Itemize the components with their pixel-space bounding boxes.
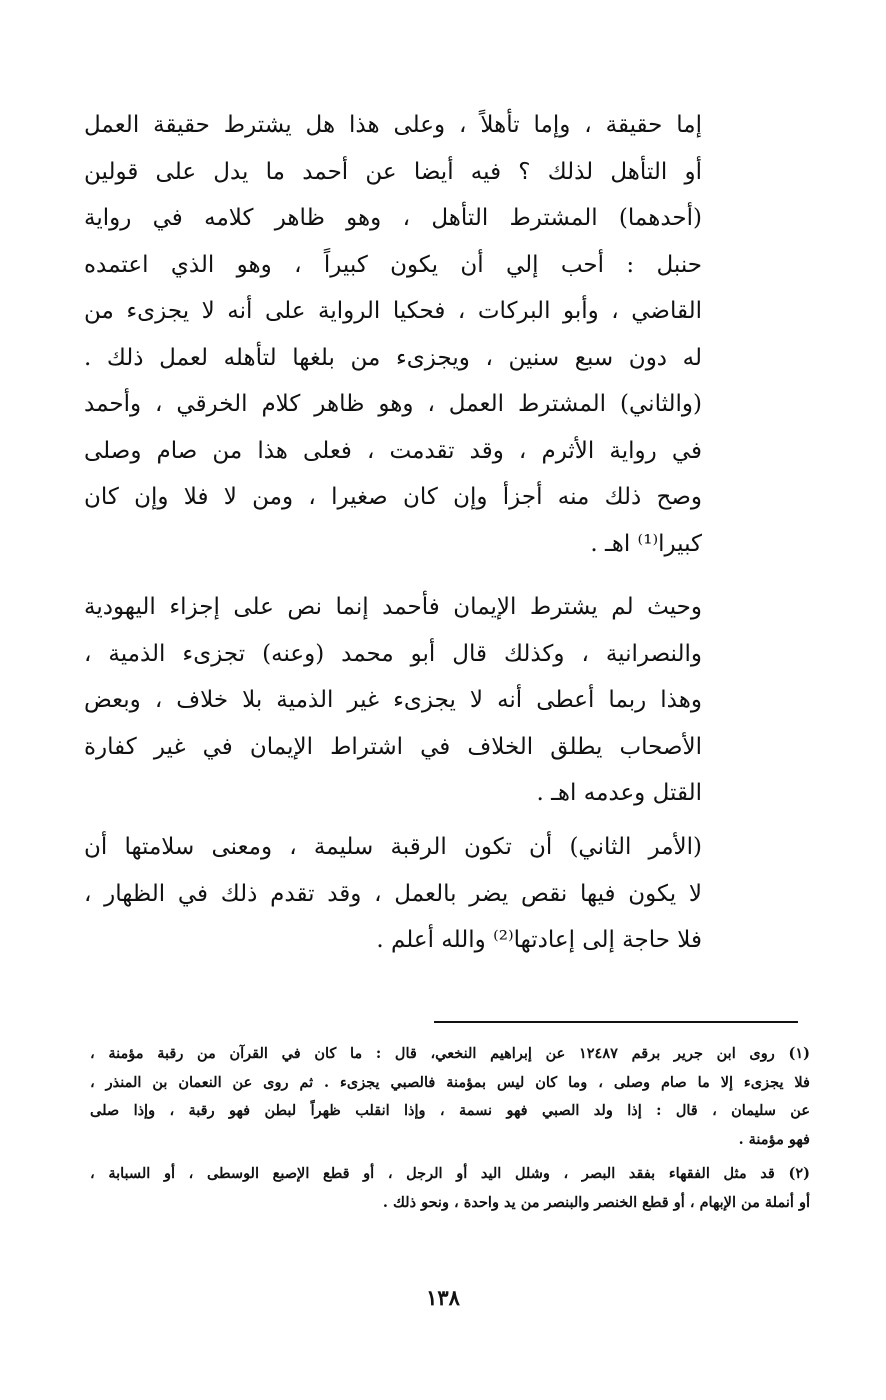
text-line: القتل وعدمه اهـ . [536, 780, 702, 806]
text-line: وصح ذلك منه أجزأ وإن كان صغيرا ، ومن لا فلا وإن كان [84, 484, 702, 510]
text-line: أو التأهل لذلك ؟ فيه أيضا عن أحمد ما يدل على قولين [84, 158, 702, 185]
page-number: ١٣٨ [426, 1285, 460, 1310]
text-line: له دون سبع سنين ، ويجزىء من بلغها لتأهله لعمل ذلك . [84, 344, 702, 371]
paragraph-2 [84, 584, 702, 817]
text-line: إما حقيقة ، وإما تأهلاً ، وعلى هذا هل يشترط حقيقة العمل [84, 112, 702, 138]
paragraph-1 [84, 102, 702, 567]
text-line: والنصرانية ، وكذلك قال أبو محمد (وعنه) تجزىء الذمية ، [84, 640, 702, 667]
text-line: لا يكون فيها نقص يضر بالعمل ، وقد تقدم ذلك في الظهار ، [84, 880, 702, 907]
text-line: وحيث لم يشترط الإيمان فأحمد إنما نص على إجزاء اليهودية [84, 594, 702, 620]
footnote-divider [434, 1021, 798, 1023]
text-line: (الأمر الثاني) أن تكون الرقبة سليمة ، ومعنى سلامتها أن [84, 834, 702, 860]
footnote-line: (٢) قد مثل الفقهاء بفقد البصر ، وشلل اليد أو الرجل ، أو قطع الإصبع الوسطى ، أو السبابة ، [90, 1165, 810, 1182]
text-line: (أحدهما) المشترط التأهل ، وهو ظاهر كلامه في رواية [84, 205, 702, 231]
paragraph-3 [84, 824, 702, 964]
footnotes [90, 1040, 810, 1217]
text-line: فلا حاجة إلى إعادتها⁽²⁾ والله أعلم . [376, 927, 702, 953]
text-line: في رواية الأثرم ، وقد تقدمت ، فعلى هذا من صام وصلى [84, 437, 702, 464]
footnote-line: عن سليمان ، قال : إذا ولد الصبي فهو نسمة ، وإذا انقلب ظهراً لبطن فهو رقبة ، وإذا صلى [90, 1102, 810, 1119]
footnote-line: أو أنملة من الإبهام ، أو قطع الخنصر والبنصر من يد واحدة ، ونحو ذلك . [382, 1193, 810, 1211]
text-line: (والثاني) المشترط العمل ، وهو ظاهر كلام الخرقي ، وأحمد [84, 391, 702, 417]
footnote-line: فلا يجزىء إلا ما صام وصلى ، وما كان ليس بمؤمنة فالصبي يجزىء . ثم روى عن النعمان بن المنذر ، [90, 1073, 810, 1091]
text-line: وهذا ربما أعطى أنه لا يجزىء غير الذمية بلا خلاف ، وبعض [84, 687, 702, 713]
text-line: القاضي ، وأبو البركات ، فحكيا الرواية على أنه لا يجزىء من [84, 298, 702, 324]
text-line: الأصحاب يطلق الخلاف في اشتراط الإيمان في غير كفارة [84, 733, 702, 760]
text-line: كبيرا⁽¹⁾ اهـ . [590, 530, 702, 557]
text-line: حنبل : أحب إلي أن يكون كبيراً ، وهو الذي اعتمده [84, 251, 702, 278]
footnote-line: فهو مؤمنة . [738, 1130, 810, 1148]
footnote-line: (١) روى ابن جرير برقم ١٢٤٨٧ عن إبراهيم النخعي، قال : ما كان في القرآن من رقبة مؤمنة ، [90, 1045, 810, 1062]
